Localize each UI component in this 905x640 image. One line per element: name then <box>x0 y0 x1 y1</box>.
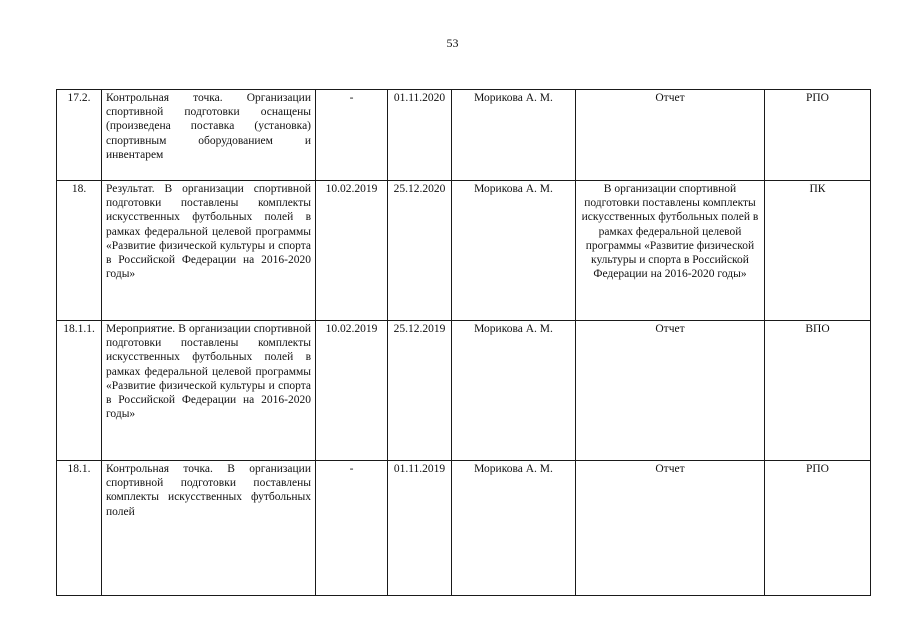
row-start-date: 10.02.2019 <box>316 181 388 321</box>
row-description: Контрольная точка. Организации спортивной подготовки оснащены (произведена поставка (установка) спортивным оборудованием и инвентарем <box>102 90 316 181</box>
row-end-date: 25.12.2019 <box>388 321 452 461</box>
row-document: Отчет <box>576 90 765 181</box>
row-type: ВПО <box>765 321 871 461</box>
table-row <box>57 181 871 321</box>
row-number: 17.2. <box>57 90 102 181</box>
row-responsible: Морикова А. М. <box>452 90 576 181</box>
row-type: РПО <box>765 90 871 181</box>
row-number: 18. <box>57 181 102 321</box>
row-end-date: 01.11.2020 <box>388 90 452 181</box>
row-start-date: - <box>316 90 388 181</box>
row-description: Результат. В организации спортивной подготовки поставлены комплекты искусственных футбольных полей в рамках федеральной целевой программы «Развитие физической культуры и спорта в Российской Федерации на 2016-2020 годы» <box>102 181 316 321</box>
row-number: 18.1. <box>57 461 102 596</box>
row-document: Отчет <box>576 321 765 461</box>
plan-table <box>56 89 871 596</box>
row-responsible: Морикова А. М. <box>452 461 576 596</box>
table-row <box>57 90 871 181</box>
row-start-date: - <box>316 461 388 596</box>
row-type: РПО <box>765 461 871 596</box>
row-start-date: 10.02.2019 <box>316 321 388 461</box>
row-responsible: Морикова А. М. <box>452 181 576 321</box>
row-end-date: 01.11.2019 <box>388 461 452 596</box>
row-type: ПК <box>765 181 871 321</box>
row-number: 18.1.1. <box>57 321 102 461</box>
row-description: Мероприятие. В организации спортивной подготовки поставлены комплекты искусственных футбольных полей в рамках федеральной целевой программы «Развитие физической культуры и спорта в Российской Федерации на 2016-2020 годы» <box>102 321 316 461</box>
row-end-date: 25.12.2020 <box>388 181 452 321</box>
table-row <box>57 461 871 596</box>
row-responsible: Морикова А. М. <box>452 321 576 461</box>
page-number: 53 <box>446 36 459 50</box>
row-document: Отчет <box>576 461 765 596</box>
row-document: В организации спортивной подготовки поставлены комплекты искусственных футбольных полей в рамках федеральной целевой программы «Развитие физической культуры и спорта в Российской Федерации на 2016-2020 годы» <box>576 181 765 321</box>
table-row <box>57 321 871 461</box>
row-description: Контрольная точка. В организации спортивной подготовки поставлены комплекты искусственных футбольных полей <box>102 461 316 596</box>
